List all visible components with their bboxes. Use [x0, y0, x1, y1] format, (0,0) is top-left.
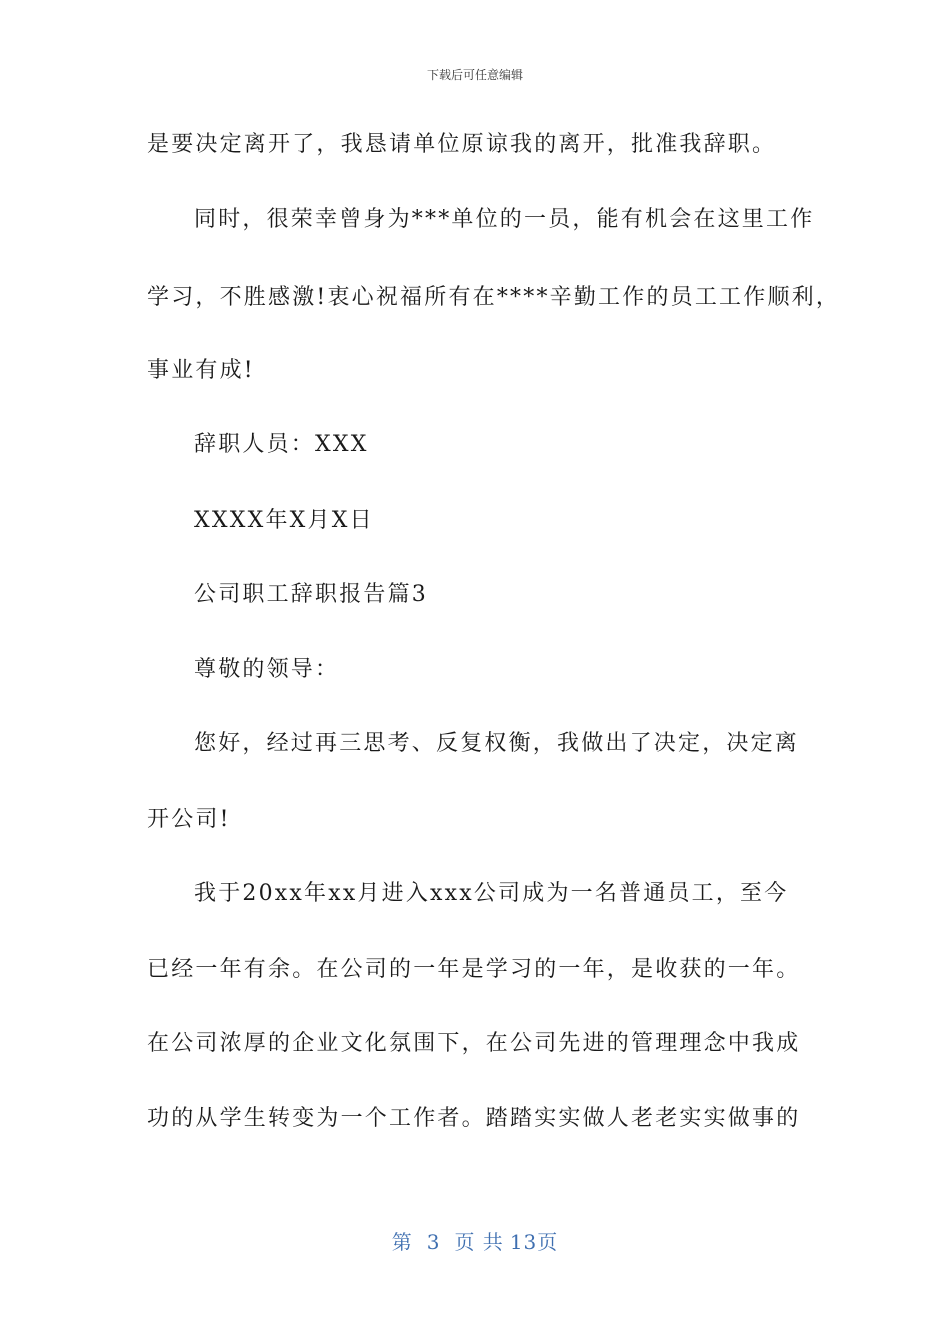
salutation: 尊敬的领导：	[194, 657, 340, 682]
paragraph-line: 功的从学生转变为一个工作者。踏踏实实做人老老实实做事的	[147, 1106, 801, 1131]
section-title: 公司职工辞职报告篇3	[194, 582, 428, 607]
paragraph-line: 同时，很荣幸曾身为***单位的一员，能有机会在这里工作	[194, 207, 815, 232]
paragraph-line: 是要决定离开了，我恳请单位原谅我的离开，批准我辞职。	[147, 132, 777, 157]
paragraph-line: 您好，经过再三思考、反复权衡，我做出了决定，决定离	[194, 731, 800, 756]
paragraph-line: 在公司浓厚的企业文化氛围下，在公司先进的管理理念中我成	[147, 1031, 801, 1056]
paragraph-line: 已经一年有余。在公司的一年是学习的一年，是收获的一年。	[147, 957, 801, 982]
footer-suffix: 页	[537, 1230, 559, 1254]
paragraph-line: 事业有成!	[147, 358, 255, 383]
paragraph-line: 我于20xx年xx月进入xxx公司成为一名普通员工，至今	[194, 881, 789, 906]
current-page-number: 3	[426, 1230, 441, 1254]
footer-middle: 页 共	[454, 1230, 504, 1254]
paragraph-line: 开公司!	[147, 807, 231, 832]
signature-name: 辞职人员：XXX	[194, 432, 369, 457]
footer-prefix: 第	[391, 1230, 413, 1254]
total-page-count: 13	[509, 1230, 538, 1254]
page-number-footer	[0, 1226, 950, 1255]
paragraph-line: 学习，不胜感激!衷心祝福所有在****辛勤工作的员工工作顺利，	[147, 285, 841, 310]
signature-date: XXXX年X月X日	[194, 508, 374, 533]
page-header-note: 下载后可任意编辑	[426, 68, 523, 82]
